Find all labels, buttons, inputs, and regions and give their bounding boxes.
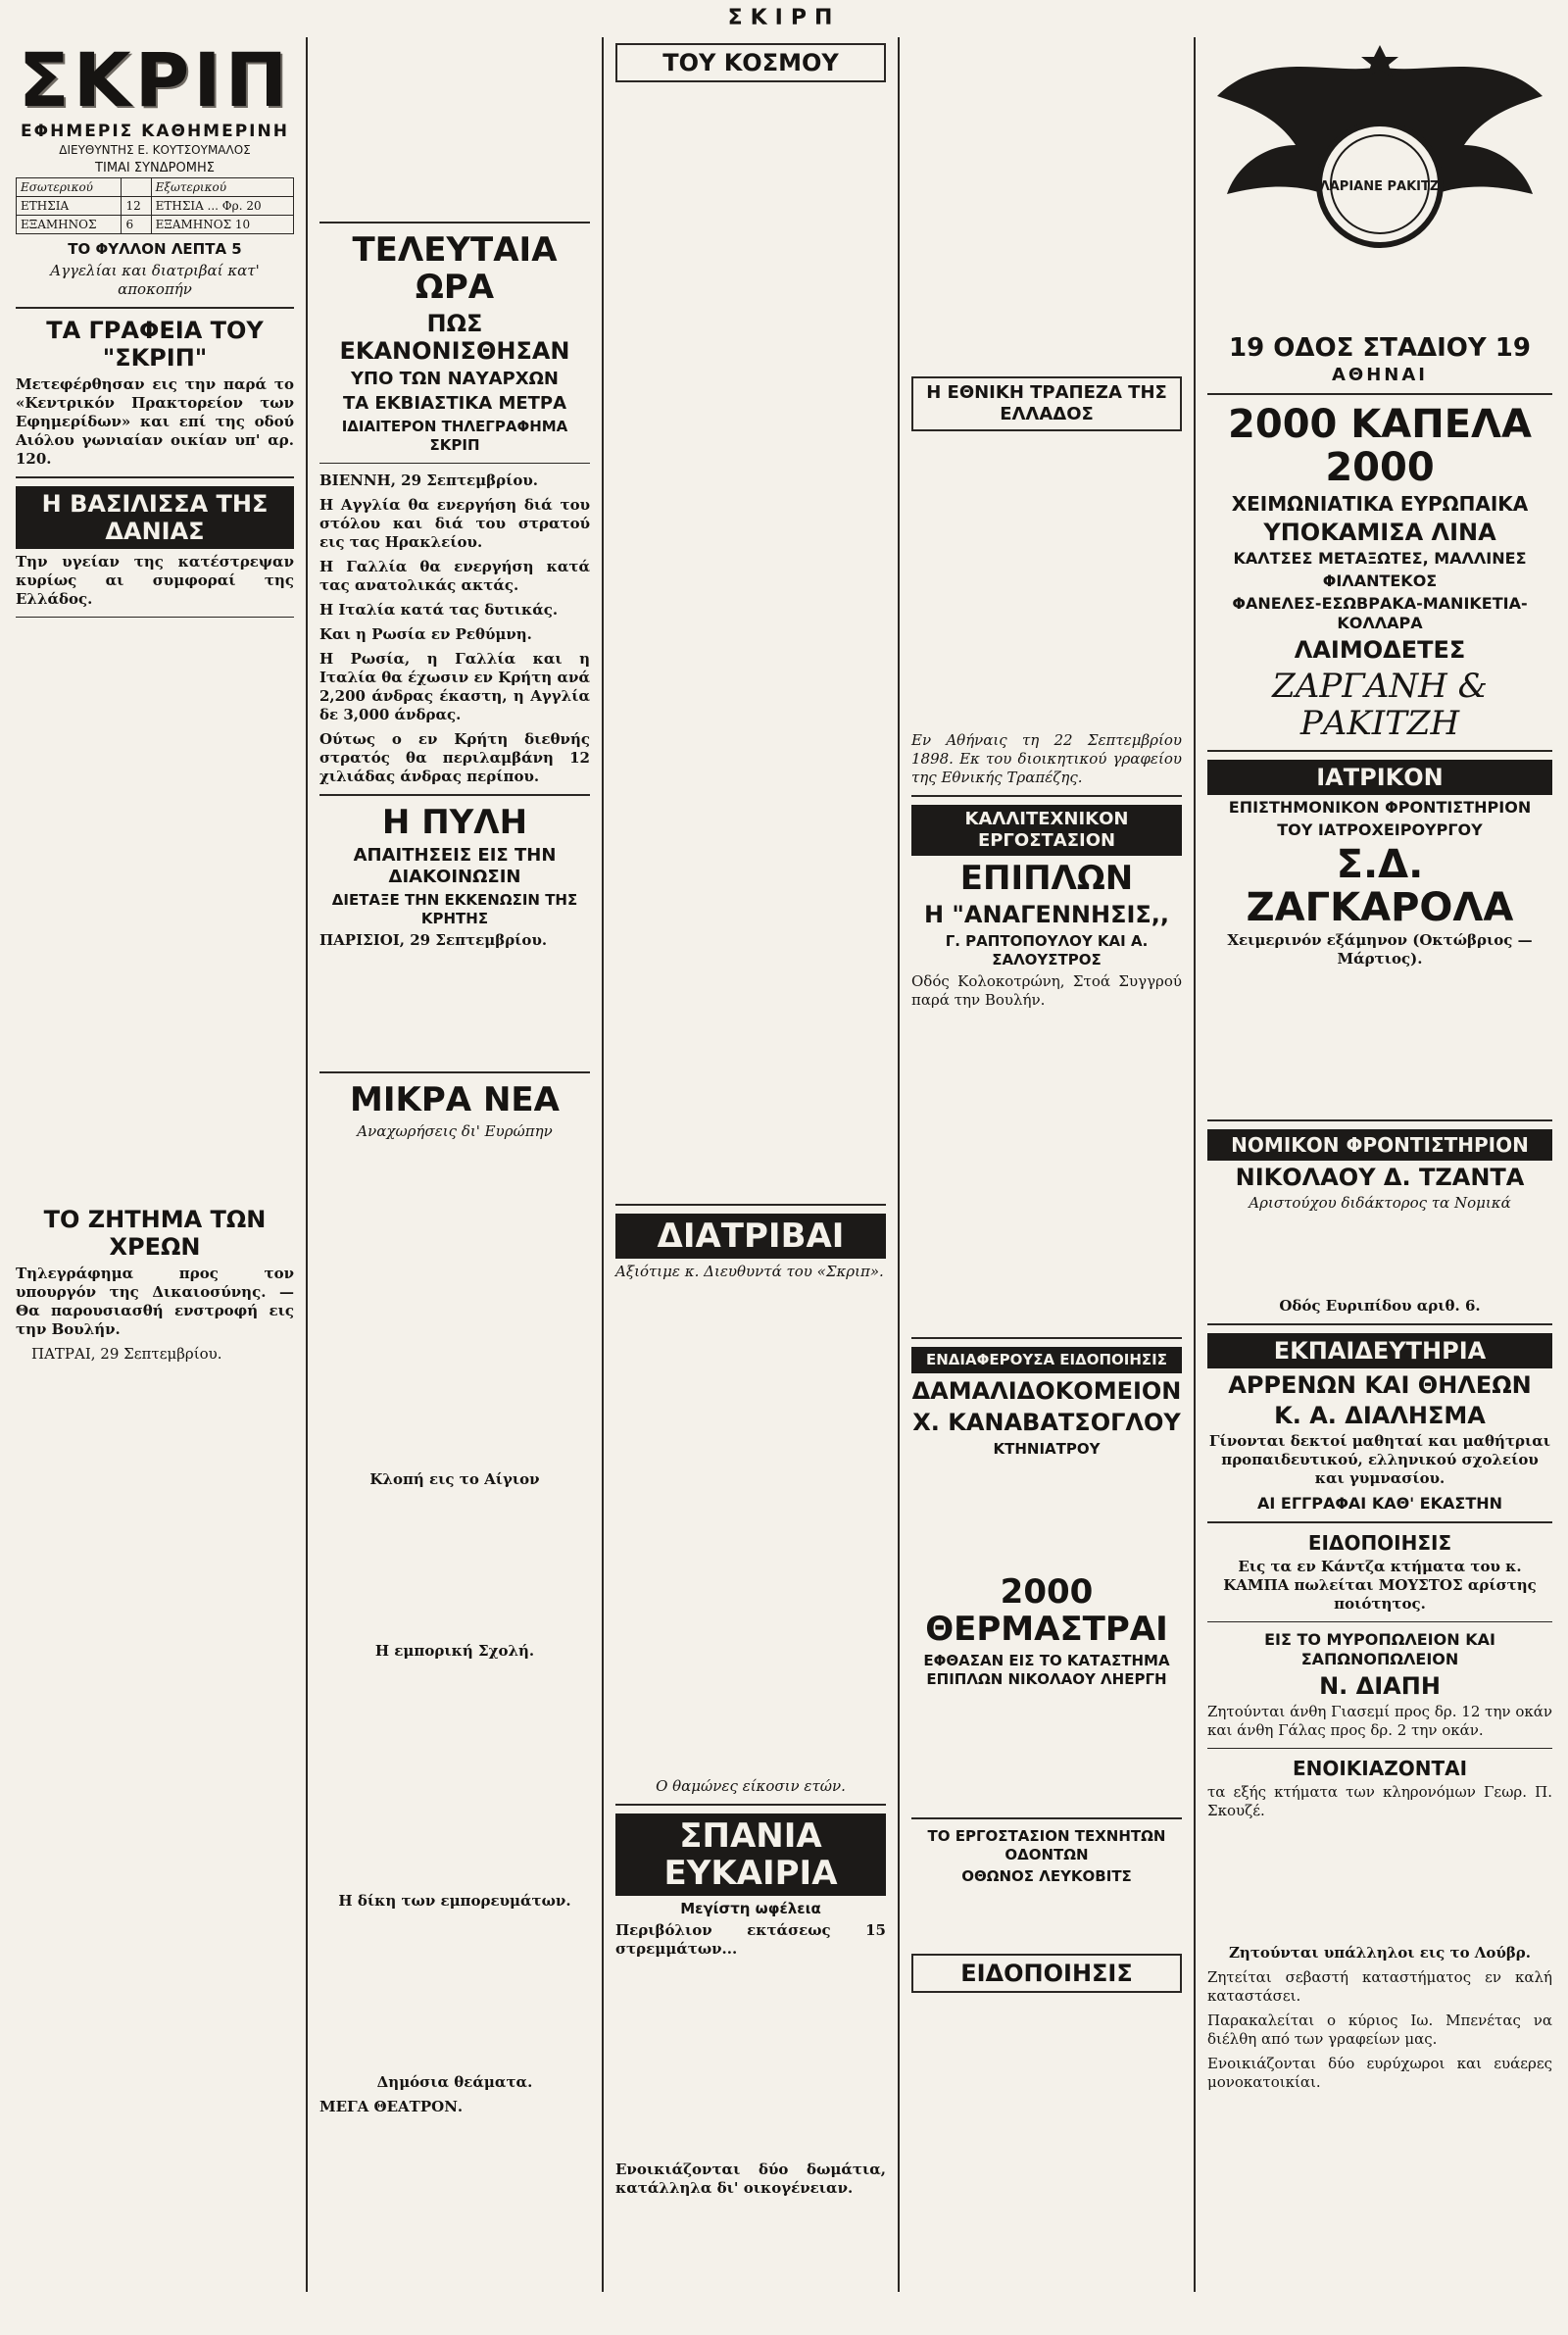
spacer [1207,974,1552,1112]
notice: Αγγελίαι και διατριβαί κατ' αποκοπήν [50,262,260,298]
foreign-label: Εξωτερικού [151,178,293,197]
subscription-cell: 12 [122,197,151,216]
divider [1207,393,1552,395]
domestic-label: Εσωτερικού [17,178,122,197]
headline-dentist: ΤΟ ΕΡΓΟΣΤΑΣΙΟΝ ΤΕΧΝΗΤΩΝ ΟΔΟΝΤΩΝ [927,1827,1166,1863]
headline-boys-girls: ΑΡΡΕΝΩΝ ΚΑΙ ΘΗΛΕΩΝ [1228,1371,1532,1399]
ad-brand: ΖΑΡΓΑΝΗ & ΡΑΚΙΤΖΗ [1272,667,1488,743]
workshop-addr: Οδός Κολοκοτρώνη, Στοά Συγγρού παρά την Βουλήν. [911,972,1182,1009]
headline-telegraph: ΙΔΙΑΙΤΕΡΟΝ ΤΗΛΕΓΡΑΦΗΜΑ ΣΚΡΙΠ [341,418,568,454]
price: ΤΟ ΦΥΛΛΟΝ ΛΕΠΤΑ 5 [68,240,242,258]
page-header [0,0,1568,33]
divider [319,794,590,796]
spacer [1207,1218,1552,1297]
subscription-cell: ΕΤΗΣΙΑ ... Φρ. 20 [151,197,293,216]
headline-dialisma: Κ. Α. ΔΙΑΛΗΣΜΑ [1274,1402,1486,1429]
bank-sign: Εν Αθήναις τη 22 Σεπτεμβρίου 1898. Εκ του διοικητικού γραφείου της Εθνικής Τραπέζης. [911,731,1182,786]
column-5 [1200,37,1560,2292]
headline-renaissance: Η "ΑΝΑΓΕΝΝΗΣΙΣ,, [923,901,1170,928]
headline-notices: ΕΙΔΟΠΟΙΗΣΙΣ [1307,1531,1452,1555]
spacer [911,1016,1182,1329]
headline-empress: Η ΒΑΣΙΛΙΣΣΑ ΤΗΣ ΔΑΝΙΑΣ [16,486,294,549]
headline-bank: Η ΕΘΝΙΚΗ ΤΡΑΠΕΖΑ ΤΗΣ ΕΛΛΑΔΟΣ [911,376,1182,431]
column-rule [602,37,604,2292]
rent-line: Ενοικιάζονται δύο δωμάτια, κατάλληλα δι' οικογένειαν. [615,2161,886,2197]
russia-line: Και η Ρωσία εν Ρεθύμνη. [319,625,532,643]
spacer [911,1889,1182,1948]
rare-text: Περιβόλιον εκτάσεως 15 στρεμμάτων... [615,1921,886,1958]
spacer [319,1666,590,1892]
headline-court: Η δίκη των εμπορευμάτων. [338,1892,571,1910]
law-sub: Αριστούχου διδάκτορος τα Νομικά [1249,1194,1511,1212]
ad-linens: ΥΠΟΚΑΜΙΣΑ ΛΙΝΑ [1263,519,1496,546]
wanted-clerk: Ζητούνται υπάλληλοι εις το Λούβρ. [1228,1944,1532,1962]
headline-perfume: ΕΙΣ ΤΟ ΜΥΡΟΠΩΛΕΙΟΝ ΚΑΙ ΣΑΠΩΝΟΠΩΛΕΙΟΝ [1264,1630,1495,1668]
ad-hats: 2000 ΚΑΠΕΛΑ 2000 [1228,402,1532,490]
headline-small-news: ΜΙΚΡΑ ΝΕΑ [350,1080,560,1119]
porte-line: Ούτως ο εν Κρήτη διεθνής στρατός θα περιλαμβάνη 12 χιλιάδας άνδρας περίπου. [319,730,590,785]
headline-porte: Η ΠΥΛΗ [381,803,528,842]
ad-winter: ΧΕΙΜΩΝΙΑΤΙΚΑ ΕΥΡΩΠΑΙΚΑ [1231,492,1529,516]
vienna-dateline: ΒΙΕΝΝΗ, 29 Σεπτεμβρίου. [319,472,538,489]
england-line: Η Αγγλία θα ενεργήση διά του στόλου και διά του στρατού εις τας Ηρακλείου. [319,496,590,551]
column-3 [608,37,894,2292]
headline-workshop: ΚΑΛΛΙΤΕΧΝΙΚΟΝ ΕΡΓΟΣΤΑΣΙΟΝ [911,805,1182,856]
headline-law: ΝΟΜΙΚΟΝ ΦΡΟΝΤΙΣΤΗΡΙΟΝ [1207,1129,1552,1161]
headline-shows: Δημόσια θεάματα. [376,2073,533,2091]
headline-furniture: ΕΠΙΠΛΩΝ [959,859,1134,898]
diatribes-sign: Ο θαμώνες είκοσιν ετών. [656,1777,846,1795]
small-news-sub: Αναχωρήσεις δι' Ευρώπην [357,1122,553,1140]
emblem-label: ΒΛΑΡΙΑΝΕ ΡΑΚΙΤΖΗ [1309,179,1450,194]
masthead-subtitle: ΕΦΗΜΕΡΙΣ ΚΑΘΗΜΕΡΙΝΗ [21,122,289,141]
ad-flannels: ΦΑΝΕΛΕΣ-ΕΣΩΒΡΑΚΑ-ΜΑΝΙΚΕΤΙΑ-ΚΟΛΛΑΡΑ [1232,594,1528,632]
spacer [615,88,886,1196]
eagle-emblem-icon [1207,37,1552,331]
school-text: Γίνονται δεκτοί μαθηταί και μαθήτριαι προπαιδευτικού, ελληνικού σχολείου και γυμνασίου. [1208,1432,1551,1487]
spacer [319,1147,590,1470]
divider [1207,1621,1552,1622]
france-line: Η Γαλλία θα ενεργήση κατά τας ανατολικάς ακτάς. [319,558,590,594]
column-rule [1194,37,1196,2292]
column-4 [904,37,1190,2292]
headline-offices: ΤΑ ΓΡΑΦΕΙΑ ΤΟΥ "ΣΚΡΙΠ" [46,317,264,372]
headline-stables: ΔΑΜΑΛΙΔΟΚΟΜΕΙΟΝ [911,1377,1182,1405]
headline-school: ΕΚΠΑΙΔΕΥΤΗΡΙΑ [1207,1333,1552,1368]
spacer [319,956,590,1064]
headline-kanavatsoglou: Χ. ΚΑΝΑΒΑΤΣΟΓΛΟΥ [912,1409,1181,1436]
spacer [319,1495,590,1642]
spacer [319,37,590,214]
paris-dateline: ΠΑΡΙΣΙΟΙ, 29 Σεπτεμβρίου. [319,931,548,949]
wanted-store: Ζητείται σεβαστή καταστήματος εν καλή καταστάσει. [1207,1968,1552,2005]
rent-lead: τα εξής κτήματα των κληρονόμων Γεωρ. Π. Σκουζέ. [1207,1783,1552,1819]
headline-measures: ΤΑ ΕΚΒΙΑΣΤΙΚΑ ΜΕΤΡΑ [342,393,567,414]
divider [911,1337,1182,1339]
emblem-address: 19 ΟΔΟΣ ΣΤΑΔΙΟΥ 19 [1229,333,1531,363]
italy-line: Η Ιταλία κατά τας δυτικάς. [319,601,559,619]
page-header-title: ΣΚΙΡΠ [727,6,841,30]
diatribes-salute: Αξιότιμε κ. Διευθυντά του «Σκριπ». [615,1263,884,1280]
headline-notice: ΕΙΔΟΠΟΙΗΣΙΣ [911,1954,1182,1993]
headline-world: ΤΟΥ ΚΟΣΜΟΥ [615,43,886,82]
subscription-cell: 6 [122,216,151,234]
headline-scientific: ΕΠΙΣΤΗΜΟΝΙΚΟΝ ΦΡΟΝΤΙΣΤΗΡΙΟΝ [1228,798,1532,817]
spacer [1207,1826,1552,1944]
headline-school: Η εμπορική Σχολή. [374,1642,535,1660]
notice-line: Εις τα εν Κάντζα κτήματα του κ. ΚΑΜΠΑ πωλείται ΜΟΥΣΤΟΣ αρίστης ποιότητος. [1223,1558,1537,1613]
subscription-cell: ΕΤΗΣΙΑ [17,197,122,216]
spacer [615,1287,886,1777]
column-1 [8,37,302,2292]
emblem-city: ΑΘΗΝΑΙ [1332,365,1428,385]
divider [16,307,294,309]
masthead-editor: ΔΙΕΥΘΥΝΤΗΣ Ε. ΚΟΥΤΣΟΥΜΑΛΟΣ [59,143,251,157]
subscription-title: ΤΙΜΑΙ ΣΥΝΔΡΟΜΗΣ [95,161,215,175]
winter-term: Χειμερινόν εξάμηνον (Οκτώβριος — Μάρτιος). [1227,931,1533,968]
divider [1207,1323,1552,1325]
column-2 [312,37,598,2292]
empress-lead: Την υγείαν της κατέστρεψαν κυρίως αι συμφοραί της Ελλάδος. [16,553,294,608]
rent-houses: Ενοικιάζονται δύο ευρύχωροι και ευάερες μονοκατοικίαι. [1207,2055,1552,2091]
headline-debt: ΤΟ ΖΗΤΗΜΑ ΤΩΝ ΧΡΕΩΝ [43,1206,267,1261]
column-rule [306,37,308,2292]
mattresses-sub: ΕΦΘΑΣΑΝ ΕΙΣ ΤΟ ΚΑΤΑΣΤΗΜΑ ΕΠΙΠΛΩΝ ΝΙΚΟΛΑΟΥ ΛΗΕΡΓΗ [923,1652,1170,1688]
masthead-title: ΣΚΡΙΠ [18,37,292,124]
headline-evacuation: ΔΙΕΤΑΞΕ ΤΗΝ ΕΚΚΕΝΩΣΙΝ ΤΗΣ ΚΡΗΤΗΣ [331,891,578,927]
headline-mattresses: 2000 ΘΕΡΜΑΣΤΡΑΙ [925,1572,1168,1649]
rare-sub: Μεγίστη ωφέλεια [680,1900,821,1917]
divider [16,476,294,478]
workshop-owners: Γ. ΡΑΠΤΟΠΟΥΛΟΥ ΚΑΙ Α. ΣΑΛΟΥΣΤΡΟΣ [945,932,1149,969]
headline-insists: ΑΠΑΙΤΗΣΕΙΣ ΕΙΣ ΤΗΝ ΔΙΑΚΟΙΝΩΣΙΝ [353,845,557,887]
divider [615,1804,886,1806]
divider [1207,1748,1552,1749]
divider [1207,750,1552,752]
ad-brand-small: ΦΙΛΑΝΤΕΚΟΣ [1322,571,1438,590]
headline-notices: ΕΝΔΙΑΦΕΡΟΥΣΑ ΕΙΔΟΠΟΙΗΣΙΣ [911,1347,1182,1373]
debt-lead: Τηλεγράφημα προς τον υπουργόν της Δικαιοσύνης. — Θα παρουσιασθή ενστροφή εις την Βουλήν. [16,1265,294,1338]
divider [615,1204,886,1206]
headline-admirals: ΥΠΟ ΤΩΝ ΝΑΥΑΡΧΩΝ [351,369,559,389]
ad-ties: ΛΑΙΜΟΔΕΤΕΣ [1294,636,1466,664]
dentist-name: ΟΘΩΝΟΣ ΛΕΥΚΟΒΙΤΣ [961,1867,1132,1885]
headline-rare: ΣΠΑΝΙΑ ΕΥΚΑΙΡΙΑ [615,1813,886,1896]
subscription-cell: ΕΞΑΜΗΝΟΣ [17,216,122,234]
spacer [911,437,1182,731]
headline-medical: ΙΑΤΡΙΚΟΝ [1207,760,1552,795]
school-enroll: ΑΙ ΕΓΓΡΑΦΑΙ ΚΑΘ' ΕΚΑΣΤΗΝ [1256,1494,1503,1513]
wanted-dress: Παρακαλείται ο κύριος Ιω. Μπενέτας να διέλθη από των γραφείων μας. [1207,2012,1552,2048]
law-addr: Οδός Ευριπίδου αριθ. 6. [1279,1297,1481,1315]
headline-tzanta: ΝΙΚΟΛΑΟΥ Δ. ΤΖΑΝΤΑ [1235,1164,1525,1191]
headline-rent: ΕΝΟΙΚΙΑΖΟΝΤΑΙ [1292,1757,1468,1780]
debt-dateline: ΠΑΤΡΑΙ, 29 Σεπτεμβρίου. [31,1345,222,1363]
spacer [319,1916,590,2073]
subscription-table [16,177,294,234]
headline-diapi: Ν. ΔΙΑΠΗ [1319,1672,1441,1700]
offices-text: Μετεφέρθησαν εις την παρά το «Κεντρικόν Πρακτορείον των Εφημερίδων» και επί της οδού Αιόλου γωνιαίαν οικίαν υπ' αρ. 120. [16,375,294,468]
headline-diatribes: ΔΙΑΤΡΙΒΑΙ [615,1214,886,1259]
headline-surgeon: ΤΟΥ ΙΑΤΡΟΧΕΙΡΟΥΡΓΟΥ [1277,820,1483,839]
divider [1207,1521,1552,1523]
divider [911,1817,1182,1819]
divider [319,1071,590,1073]
divider [319,222,590,224]
divider [319,463,590,464]
theater: ΜΕΓΑ ΘΕΑΤΡΟΝ. [319,2098,464,2115]
spacer [911,37,1182,371]
headline-lasthour: ΤΕΛΕΥΤΑΙΑ ΩΡΑ [352,230,558,307]
spacer [911,1692,1182,1810]
divider [1207,1119,1552,1121]
column-rule [898,37,900,2292]
spacer [615,1964,886,2161]
headline-aigion: Κλοπή εις το Αίγιον [369,1470,540,1488]
divider [16,617,294,618]
vet: ΚΤΗΝΙΑΤΡΟΥ [993,1440,1101,1458]
headline-zagkarola: Σ.Δ. ΖΑΓΚΑΡΟΛΑ [1246,842,1514,930]
subscription-cell: ΕΞΑΜΗΝΟΣ 10 [151,216,293,234]
ad-socks: ΚΑΛΤΣΕΣ ΜΕΤΑΞΩΤΕΣ, ΜΑΛΛΙΝΕΣ [1233,549,1527,568]
wanted: Ζητούνται άνθη Γιασεμί προς δρ. 12 την οκάν και άνθη Γάλας προς δρ. 2 την οκάν. [1207,1703,1552,1739]
spacer [911,1462,1182,1569]
headline-settled: ΠΩΣ ΕΚΑΝΟΝΙΣΘΗΣΑΝ [339,310,570,365]
crete-line: Η Ρωσία, η Γαλλία και η Ιταλία θα έχωσιν εν Κρήτη ανά 2,200 άνδρας έκαστη, η Αγγλία δε 3,000 άνδρας. [319,650,590,723]
divider [911,795,1182,797]
